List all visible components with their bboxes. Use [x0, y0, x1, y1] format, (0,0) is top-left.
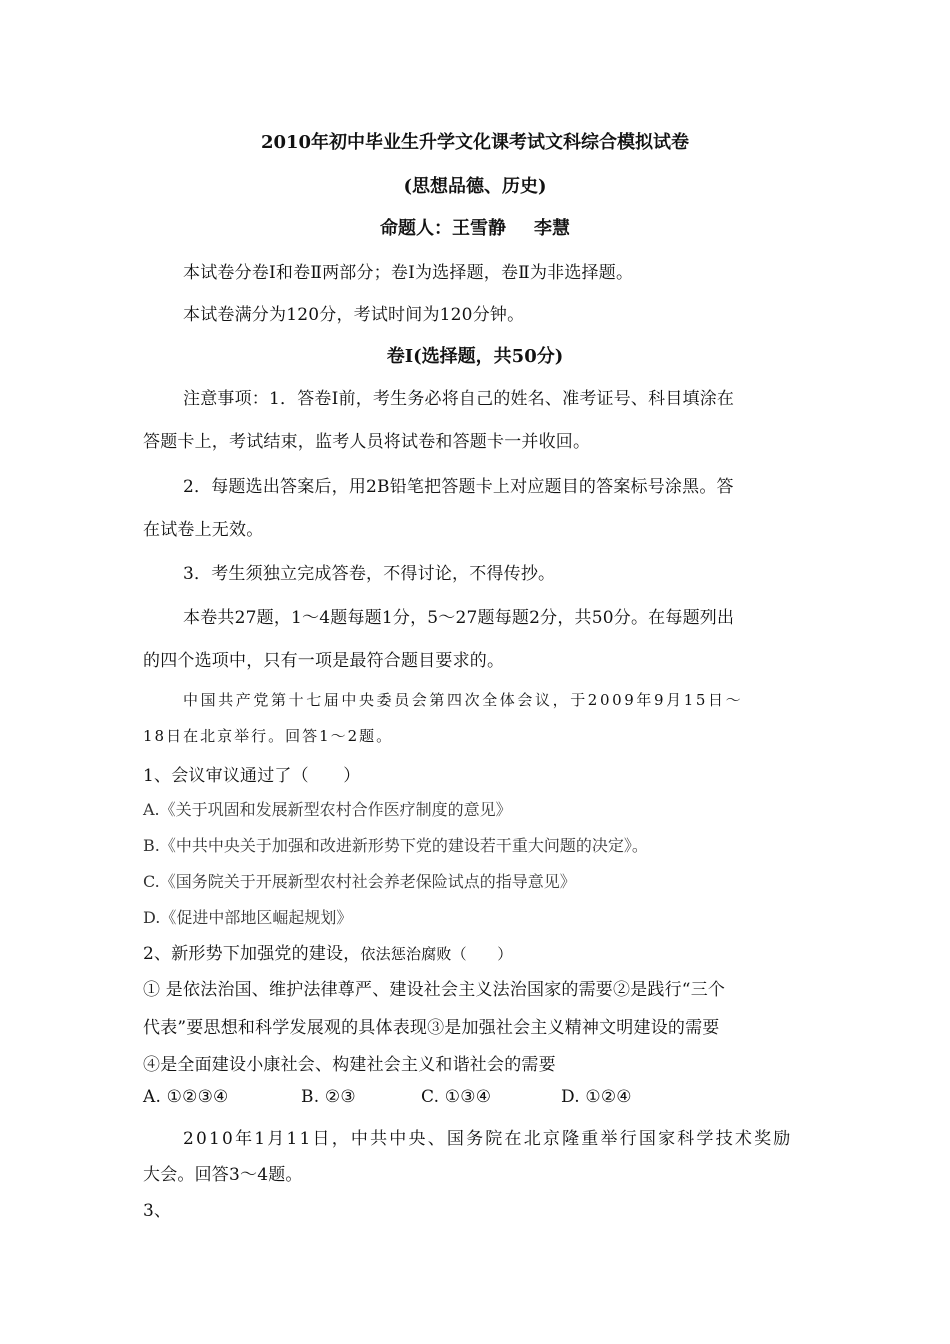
question-2-statement-line-1: ① 是依法治国、维护法律尊严、建设社会主义法治国家的需要②是践行“三个	[143, 980, 726, 1000]
exam-authors	[0, 214, 950, 240]
context-2-line-b: 大会。回答3～4题。	[143, 1165, 303, 1185]
exam-subtitle: (思想品德、历史)	[403, 176, 547, 197]
section-title: 卷Ⅰ(选择题，共50分)	[386, 346, 564, 367]
question-1-option-b: B.《中共中央关于加强和改进新形势下党的建设若干重大问题的决定》。	[143, 836, 648, 855]
question-1-option-d: D.《促进中部地区崛起规划》	[143, 908, 353, 927]
authors-second: 李慧	[534, 218, 570, 239]
question-2-choice-d: D. ①②④	[561, 1087, 632, 1107]
question-2-choice-a: A. ①②③④	[143, 1087, 229, 1107]
question-2-statement-line-2: 代表”要思想和科学发展观的具体表现③是加强社会主义精神文明建设的需要	[143, 1018, 720, 1038]
question-2-choice-c: C. ①③④	[421, 1087, 492, 1107]
question-3-stem: 3、	[143, 1201, 172, 1221]
question-2-stem-tail: 依法惩治腐败（ ）	[360, 945, 513, 963]
intro-line-1: 本试卷分卷Ⅰ和卷Ⅱ两部分；卷Ⅰ为选择题，卷Ⅱ为非选择题。	[183, 263, 634, 283]
question-2-stem-main: 2、新形势下加强党的建设，	[143, 944, 361, 964]
note-3: 3．考生须独立完成答卷，不得讨论，不得传抄。	[183, 564, 556, 584]
question-2-choice-b: B. ②③	[301, 1087, 356, 1107]
note-1-line-a: 注意事项：1．答卷Ⅰ前，考生务必将自己的姓名、准考证号、科目填涂在	[183, 389, 735, 409]
context-1-line-a: 中国共产党第十七届中央委员会第四次全体会议，于2009年9月15日～	[183, 691, 744, 709]
question-2-choices	[143, 1087, 632, 1107]
question-1-option-c: C.《国务院关于开展新型农村社会养老保险试点的指导意见》	[143, 872, 576, 891]
question-1-stem: 1、会议审议通过了（ ）	[143, 766, 361, 786]
context-1-line-b: 18日在北京举行。回答1～2题。	[143, 727, 394, 745]
question-2-statement-line-3: ④是全面建设小康社会、构建社会主义和谐社会的需要	[143, 1055, 556, 1075]
instructions-line-a: 本卷共27题，1～4题每题1分，5～27题每题2分，共50分。在每题列出	[183, 608, 735, 628]
exam-title: 2010年初中毕业生升学文化课考试文科综合模拟试卷	[260, 132, 690, 153]
context-2-line-a: 2010年1月11日，中共中央、国务院在北京隆重举行国家科学技术奖励	[183, 1129, 793, 1149]
note-2-line-b: 在试卷上无效。	[143, 520, 264, 540]
question-2-stem	[143, 939, 512, 964]
note-1-line-b: 答题卡上，考试结束，监考人员将试卷和答题卡一并收回。	[143, 432, 591, 452]
question-1-option-a: A.《关于巩固和发展新型农村合作医疗制度的意见》	[143, 800, 512, 819]
note-2-line-a: 2．每题选出答案后，用2B铅笔把答题卡上对应题目的答案标号涂黑。答	[183, 477, 734, 497]
instructions-line-b: 的四个选项中，只有一项是最符合题目要求的。	[143, 651, 505, 671]
intro-line-2: 本试卷满分为120分，考试时间为120分钟。	[183, 305, 525, 325]
authors-label: 命题人：王雪静	[380, 218, 506, 239]
